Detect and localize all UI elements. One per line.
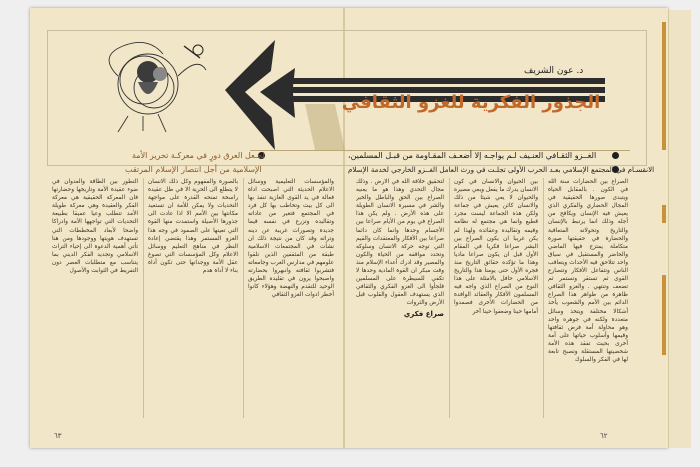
edge-color-bar bbox=[662, 205, 666, 223]
body-column-5 bbox=[148, 178, 238, 418]
column-rule bbox=[143, 178, 144, 418]
edge-color-bar bbox=[662, 275, 666, 355]
body-column-2 bbox=[454, 178, 538, 418]
highlight-right-2: الانقسـام في المجتمع الإسلامي بعـد الحرب الأولى تجلـت في ورث العامل الغــزو الخارجي لخدمة الإسلام bbox=[348, 165, 655, 174]
highlight-left-1: لجـعل العرق دورٍ في معركـة تحرير الأمة bbox=[132, 151, 265, 160]
next-page-edge bbox=[668, 10, 691, 448]
column-text: الصراع بين الحضارات سنة الله في الكون . بالمقابل الحياة ويتبدى صورها الحقيقية في المجال الحضاري والفكري الذي يعيش فيه الإنسان ويكافح من أجله وذلك انما يرتبط بالإنسان والتاريخ وتحولاته المتعاقبة والحضارة في حقيقتها صورة متكاملة يمتزج فيها الماضي والحاضر والمستقبل في سياق واحد تتلاحق فيه الأحداث ويتعاقب الناس وتتفاعل الأفكار وتتصارع القوى ثم تستقر وتستمر ثم تضعف وتنتهي . والغزو الثقافي ظاهرة من ظواهر هذا الصراع الدائم بين الأمم والشعوب يأخذ أشكالا مختلفة ويتخذ وسائل متعددة ولكنه في جوهره واحد وهو محاولة أمة فرض ثقافتها وقيمها وأسلوب حياتها على أمة أخرى بحيث تفقد هذه الأمة شخصيتها المستقلة وتصبح تابعة لها في الفكر والسلوك bbox=[548, 179, 628, 364]
body-column-4 bbox=[248, 178, 334, 418]
body-column-1 bbox=[548, 178, 628, 418]
article-title: الجذور الفكرية للغزو الثقافي bbox=[341, 92, 601, 113]
body-column-6 bbox=[52, 178, 138, 418]
section-subhead: صراع فكري bbox=[403, 309, 444, 318]
page-number-right: ٦٢ bbox=[600, 432, 608, 440]
column-text: بالصورة والمفهوم وكل ذلك الانسان لا يتطلع الى الحرية الا في ظل عقيدة راسخة تمنحه القدرة على مواجهة التحديات ولا يمكن للأمة ان تستعيد مكانتها بين الأمم الا اذا عادت الى جذورها الأصيلة واستمدت منها القوة التي تعينها على الصمود في وجه هذا الغزو المستمر وهذا يقتضي إعادة النظر في مناهج التعليم ووسائل الاعلام وكل المؤسسات التي تصوغ عقل الأمة ووجدانها حتى تكون أداة بناء لا أداة هدم bbox=[148, 179, 238, 275]
header-illustration bbox=[88, 36, 218, 138]
edge-color-bar bbox=[662, 22, 666, 150]
column-rule bbox=[243, 178, 244, 418]
body-column-3 bbox=[356, 178, 444, 418]
column-text: بين الحيوان والانسان في كون الانسان يدرك ما يفعل ويعي مصيره والحيوان لا يعي شيئا من ذلك والانسان كائن يعيش في جماعة ولكن هذه الجماعة ليست مجرد قطيع وانما هي مجتمع له نظامه وقيمه وتقاليده وعقائده ولهذا لم يكن غريبا ان يكون الصراع بين البشر صراعا فكريا في المقام الأول قبل ان يكون صراعا ماديا وهذا ما تؤكده حقائق التاريخ منذ فجره الأول حتى يومنا هذا والتاريخ الاسلامي حافل بالامثلة على هذا النوع من الصراع الذي واجه فيه المسلمون الأفكار والعقائد الوافدة من الحضارات الأخرى فصمدوا أمامها حينا وضعفوا حينا آخر bbox=[454, 179, 538, 315]
column-text: التطور بين الطاقة والعدوان في ضوء عقيدة الأمة وتاريخها وحضارتها فان المعركة الحقيقية هي معركة الفكر والعقيدة وهي معركة طويلة الأمد تتطلب وعيا عميقا بطبيعة التحديات التي تواجهها الأمة وادراكا واضحا لأبعاد المخططات التي تستهدف هويتها ووجودها ومن هنا تأتي أهمية الدعوة الى إحياء التراث الاسلامي وتجديد الفكر الديني بما يتناسب مع متطلبات العصر دون التفريط في الثوابت والأصول bbox=[52, 179, 138, 275]
highlight-left-2: الإسلامية من أجل انتصار الإسلام المرتقب bbox=[125, 165, 262, 174]
bullet-icon bbox=[612, 152, 619, 159]
column-rule bbox=[449, 178, 450, 418]
column-rule bbox=[543, 178, 544, 418]
highlight-right-1: الغــزو الثقـافي العنـيف لـم يواجـه إلا أضعـف المقـاومة من قبـل المسلمين، bbox=[348, 151, 597, 160]
page-number-left: ٦٣ bbox=[54, 432, 62, 440]
author-name: د. عون الشريف bbox=[524, 66, 584, 76]
column-text: والمؤسسات التعليمية ووسائل الاعلام الحديثة التي اصبحت اداة فعالة في يد القوى الغازية تنفذ بها الى كل بيت وتخاطب بها كل فرد في المجتمع فتغير من عاداته وتقاليده وتزرع في نفسه قيما جديدة وتصورات غريبة عن دينه وتراثه وقد كان من نتيجة ذلك ان نشأت في المجتمعات الاسلامية طبقة من المثقفين الذين تلقوا علومهم في مدارس الغرب وجامعاته فتشربوا ثقافته وانبهروا بحضارته واصبحوا يرون في تقليده الطريق الوحيد للتقدم والنهضة وهؤلاء كانوا أخطر ادوات الغزو الثقافي bbox=[248, 179, 334, 299]
column-text: لتحقيق خلافة الله في الارض . وذلك مجال التحدي وهذا هو ما يعنيه الصراع بين الحق والباطل والخير والشر في مسيرة الانسان الطويلة على هذه الأرض . ولم يكن هذا الصراع في يوم من الأيام صراعا بين الأجسام وحدها وانما كان دائما صراعا بين الأفكار والمعتقدات والقيم التي توجه حركة الانسان وسلوكه وتحدد مواقفه من الحياة والكون والمصير وقد ادرك أعداء الإسلام منذ وقت مبكر ان القوة المادية وحدها لا تكفي للسيطرة على المسلمين فلجأوا الى الغزو الفكري والثقافي الذي يستهدف العقول والقلوب قبل الأرض والثروات bbox=[356, 179, 444, 307]
